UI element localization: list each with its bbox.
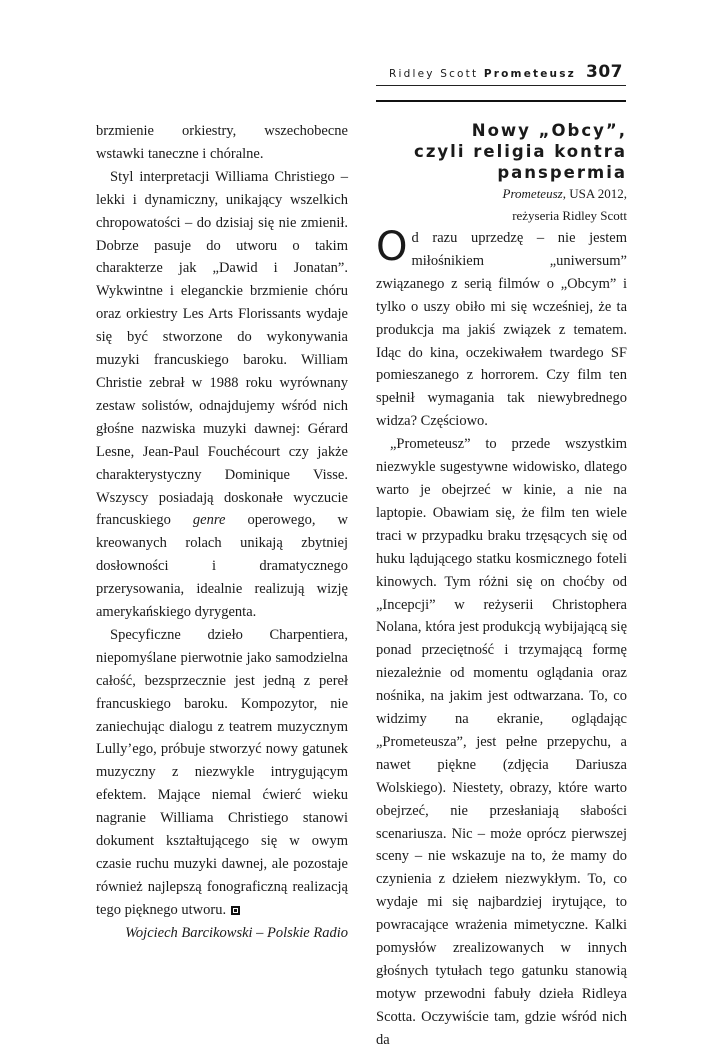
header-rule (376, 85, 626, 86)
left-column (96, 120, 348, 945)
right-column (376, 120, 627, 1052)
article-title: Nowy „Obcy”, czyli religia kontra panspermia (414, 121, 627, 182)
running-head-title: Ridley Scott Prometeusz (389, 68, 576, 80)
paragraph: Styl interpretacji Williama Christiego – lekki i dynamiczny, unikający wszelkich chropowatości – do dzisiaj się nie zmienił. Dobrze pasuje do utworu o takim charakterze jak „Dawid i Jonatan”. Wykwintne i eleganckie brzmienie chóru oraz orkiestry Les Arts Florissants wydaje się być stworzone do wykonywania muzyki francuskiego baroku. William Christie zebrał w 1988 roku wyrównany zestaw solistów, odnajdujemy wśród nich głośne nazwiska muzyki dawnej: Gérard Lesne, Jean-Paul Fouchécourt czy jakże charakterystyczny Dominique Visse. Wszyscy posiadają doskonałe wyczucie francuskiego genre operowego, w kreowanych rolach unikają zbytniej dosłowności i dramatycznego przerysowania, idealnie realizują wizję amerykańskiego dyrygenta. (96, 168, 348, 621)
end-of-article-icon (231, 906, 240, 915)
paragraph: „Prometeusz” to przede wszystkim niezwykle sugestywne widowisko, dlatego warto je obejrzeć w kinie, a nie na laptopie. Obawiam się, że film ten wiele traci w przypadku braku trzęsących się od huku lądującego statku kosmicznego foteli kinowych. Tym różni się on choćby od „Incepcji” w reżyserii Christophera Nolana, która jest produkcją wybijającą się ponad przeciętność i trzymającą formę niezależnie od momentu oglądania oraz nośnika, na jakim jest odtwarzana. To, co widzimy na ekranie, oglądając „Prometeusza”, jest pełne przepychu, a nawet piękne (zdjęcia Dariusza Wolskiego). Niestety, obrazy, które warto obejrzeć, nie przesłaniają słabości scenariusza. Nic – może oprócz pierwszej sceny – nie wskazuje na to, że mamy do czynienia z dziełem niezwykłym. To, co wydaje mi się najbardziej irytujące, to powracające wrażenia mimetyczne. Kalki pomysłów zrealizowanych w innych głośnych tytułach tego gatunku stanowią motyw przewodni fabuły dzieła Ridleya Scotta. Oczywiście tam, gdzie wśród nich da (376, 436, 627, 1048)
italic-term: genre (192, 512, 226, 529)
paragraph: Specyficzne dzieło Charpentiera, niepomyślane pierwotnie jako samodzielna całość, bezsprzecznie jest jedną z pereł francuskiego baroku. Kompozytor, nie zaniechując dialogu z teatrem muzycznym Lully’ego, próbuje stworzyć nowy gatunek muzyczny z niezwykle intrygującym efektem. Mające niemal ćwierć wieku nagranie Williama Christiego stanowi dokument kształtującego się w owym czasie ruchu muzyki dawnej, ale pozostaje również najlepszą fonograficzną realizacją tego pięknego utworu. (96, 626, 348, 918)
drop-cap: O (376, 224, 408, 270)
column-rule (376, 100, 626, 102)
paragraph: Od razu uprzedzę – nie jestem miłośnikiem „uniwersum” związanego z serią filmów o „Obcym” i tylko o uszy obiło mi się wcześniej, że ta produkcja ma jakiś związek z tematem. Idąc do kina, oczekiwałem twardego SF pomieszanego z horrorem. Czy film ten spełnił wymagania tak niewybrednego widza? Częściowo. (376, 224, 627, 430)
signature: Wojciech Barcikowski – Polskie Radio (125, 924, 348, 941)
film-info: Prometeusz, USA 2012, (502, 186, 627, 201)
film-director: reżyseria Ridley Scott (512, 208, 627, 223)
page-number: 307 (586, 62, 623, 82)
paragraph: brzmienie orkiestry, wszechobecne wstawki taneczne i chóralne. (96, 123, 348, 162)
